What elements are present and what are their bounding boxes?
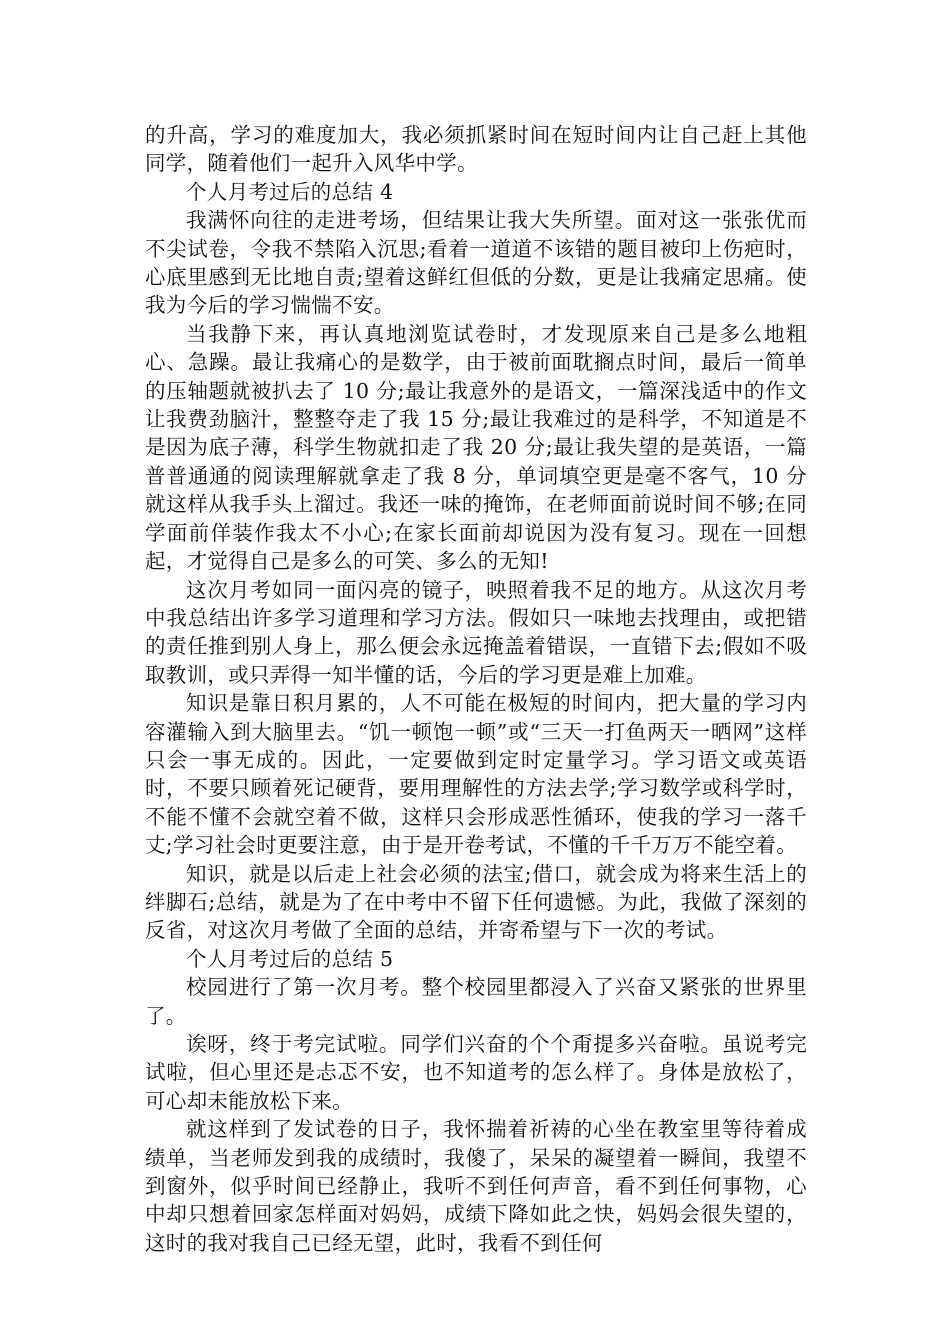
section-heading-5: 个人月考过后的总结 5 [186, 946, 394, 971]
paragraph: 诶呀，终于考完试啦。同学们兴奋的个个甭提多兴奋啦。虽说考完试啦，但心里还是忐忑不安，也不知道考的怎么样了。身体是放松了，可心却未能放松下来。 [145, 1032, 807, 1113]
paragraph: 我满怀向往的走进考场，但结果让我大失所望。面对这一张张优而不尖试卷，令我不禁陷入沉思;看着一道道不该错的题目被印上伤疤时，心底里感到无比地自责;望着这鲜红但低的分数，更是让我痛定思痛。使我为今后的学习惴惴不安。 [145, 208, 807, 318]
paragraph: 知识是靠日积月累的，人不可能在极短的时间内，把大量的学习内容灌输入到大脑里去。“饥一顿饱一顿”或“三天一打鱼两天一晒网”这样只会一事无成的。因此，一定要做到定时定量学习。学习语文或英语时，不要只顾着死记硬背，要用理解性的方法去学;学习数学或科学时，不能不懂不会就空着不做，这样只会形成恶性循环，使我的学习一落千丈;学习社会时更要注意，由于是开卷考试，不懂的千千万万不能空着。 [145, 691, 807, 858]
paragraph-continuation: 的升高，学习的难度加大，我必须抓紧时间在短时间内让自己赶上其他同学，随着他们一起升入风华中学。 [145, 123, 807, 176]
paragraph: 当我静下来，再认真地浏览试卷时，才发现原来自己是多么地粗心、急躁。最让我痛心的是数学，由于被前面耽搁点时间，最后一简单的压轴题就被扒去了 10 分;最让我意外的是语文，一篇深浅适中的作文让我费劲脑汁，整整夺走了我 15 分;最让我难过的是科学，不知道是不是因为底子薄，科学生物就扣走了我 20 分;最让我失望的是英语，一篇普普通通的阅读理解就拿走了我 8 分，单词填空更是毫不客气，10 分就这样从我手头上溜过。我还一味的掩饰，在老师面前说时间不够;在同学面前佯装作我太不小心;在家长面前却说因为没有复习。现在一回想起，才觉得自己是多么的可笑、多么的无知! [145, 321, 807, 574]
paragraph: 校园进行了第一次月考。整个校园里都浸入了兴奋又紧张的世界里了。 [145, 975, 807, 1028]
section-heading-4: 个人月考过后的总结 4 [186, 179, 394, 204]
paragraph: 就这样到了发试卷的日子，我怀揣着祈祷的心坐在教室里等待着成绩单，当老师发到我的成绩时，我傻了，呆呆的凝望着一瞬间，我望不到窗外，似乎时间已经静止，我听不到任何声音，看不到任何事物，心中却只想着回家怎样面对妈妈，成绩下降如此之快，妈妈会很失望的，这时的我对我自己已经无望，此时，我看不到任何 [145, 1117, 807, 1255]
document-page [145, 121, 807, 1257]
paragraph: 知识，就是以后走上社会必须的法宝;借口，就会成为将来生活上的绊脚石;总结，就是为了在中考中不留下任何遗憾。为此，我做了深刻的反省，对这次月考做了全面的总结，并寄希望与下一次的考试。 [145, 861, 807, 943]
paragraph: 这次月考如同一面闪亮的镜子，映照着我不足的地方。从这次月考中我总结出许多学习道理和学习方法。假如只一味地去找理由，或把错的责任推到别人身上，那么便会永远掩盖着错误，一直错下去;假如不吸取教训，或只弄得一知半懂的话，今后的学习更是难上加难。 [145, 577, 807, 687]
